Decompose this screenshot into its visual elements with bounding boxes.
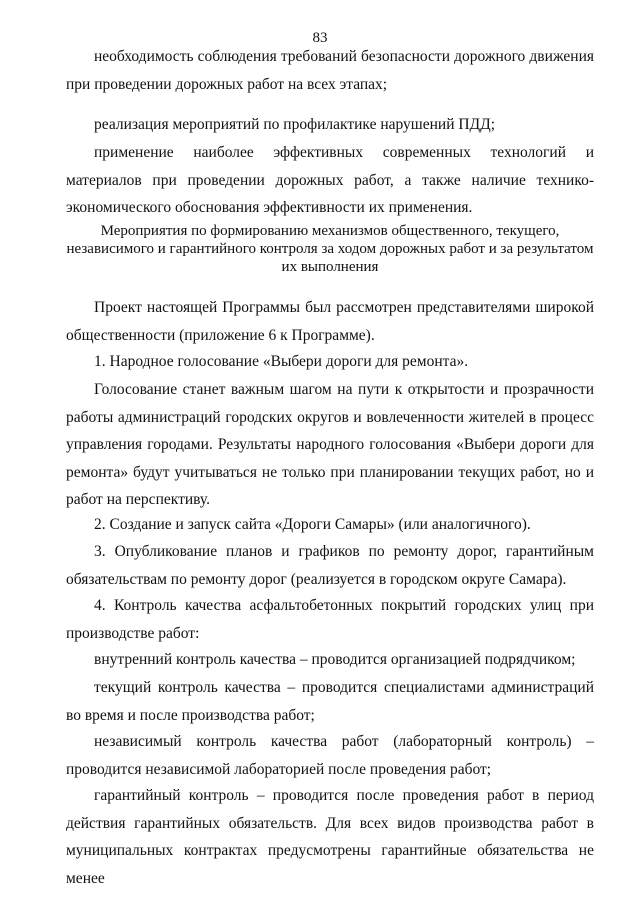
paragraph-item-4: 4. Контроль качества асфальтобетонных покрытий городских улиц при производстве работ: bbox=[66, 597, 594, 642]
section-heading: Мероприятия по формированию механизмов общественного, текущего, независимого и гарантийного контроля за ходом дорожных работ и за результатом их выполнения bbox=[66, 223, 594, 275]
paragraph-item-2: 2. Создание и запуск сайта «Дороги Самары» (или аналогичного). bbox=[94, 516, 531, 533]
paragraph-warranty-control: гарантийный контроль – проводится после проведения работ в период действия гарантийных обязательств. Для всех видов производства работ в муниципальных контрактах предусмотрены гарантийные обязательства не менее bbox=[66, 787, 594, 887]
paragraph-item-1: 1. Народное голосование «Выбери дороги для ремонта». bbox=[94, 353, 469, 370]
paragraph-voting: Голосование станет важным шагом на пути к открытости и прозрачности работы администраций городских округов и вовлеченности жителей в процесс управления городами. Результаты народного голосования «Выбери дороги для ремонта» будут учитываться не только при планировании текущих работ, но и работ на перспективу. bbox=[66, 381, 594, 508]
paragraph-traffic-violations: реализация мероприятий по профилактике нарушений ПДД; bbox=[94, 116, 496, 133]
paragraph-item-3: 3. Опубликование планов и графиков по ремонту дорог, гарантийным обязательствам по ремонту дорог (реализуется в городском округе Самара). bbox=[66, 543, 594, 588]
paragraph-technologies: применение наиболее эффективных современных технологий и материалов при проведении дорожных работ, а также наличие технико-экономического обоснования эффективности их применения. bbox=[66, 144, 594, 216]
paragraph-program-review: Проект настоящей Программы был рассмотрен представителями широкой общественности (приложение 6 к Программе). bbox=[66, 299, 594, 344]
paragraph-safety-requirements: необходимость соблюдения требований безопасности дорожного движения при проведении дорожных работ на всех этапах; bbox=[66, 48, 594, 93]
paragraph-current-control: текущий контроль качества – проводится специалистами администраций во время и после производства работ; bbox=[66, 679, 594, 724]
paragraph-independent-control: независимый контроль качества работ (лабораторный контроль) – проводится независимой лабораторией после проведения работ; bbox=[66, 733, 594, 778]
page-number: 83 bbox=[312, 30, 328, 46]
paragraph-internal-control: внутренний контроль качества – проводится организацией подрядчиком; bbox=[94, 651, 576, 668]
